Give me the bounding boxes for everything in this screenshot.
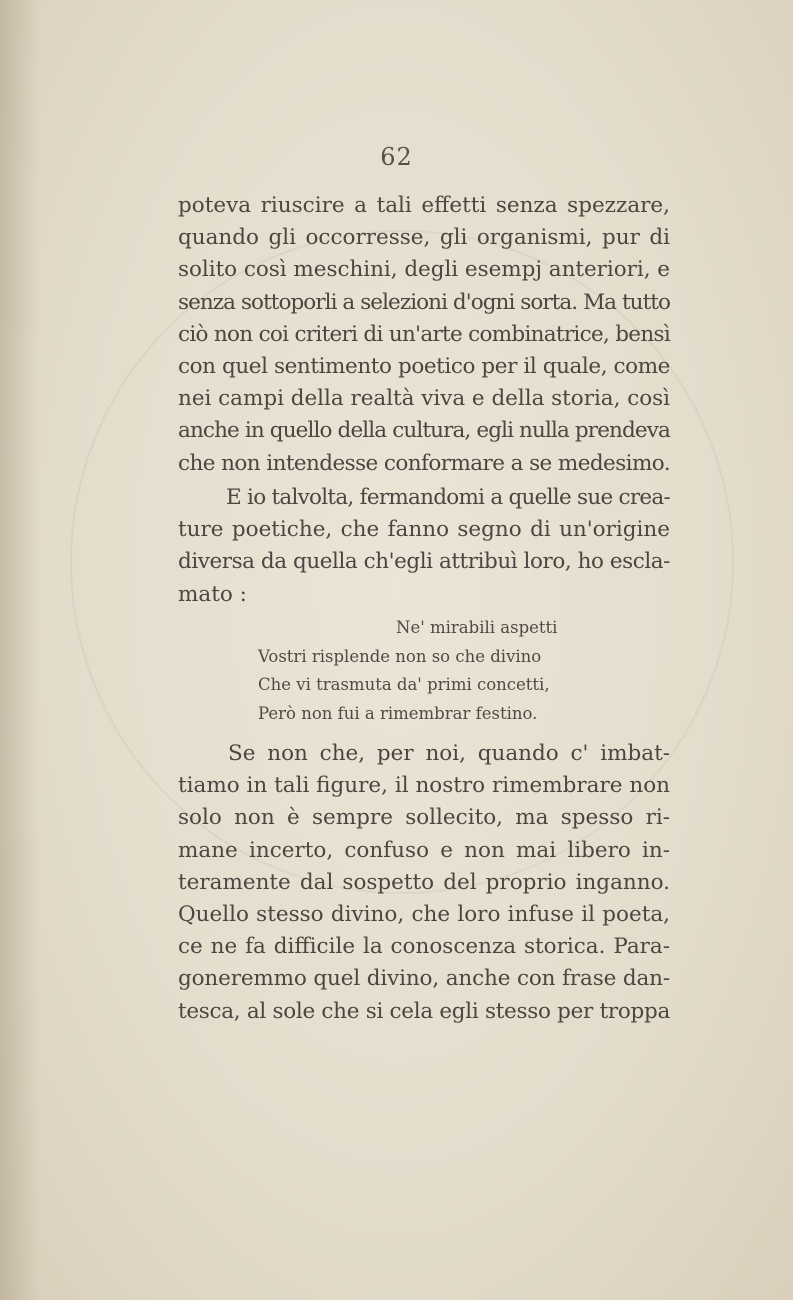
text-line: che non intendesse conformare a se medesimo. [178,450,670,476]
text-line: solito così meschini, degli esempj anteriori, e [178,257,670,283]
verse-line: Ne' mirabili aspetti [396,618,558,637]
text-line: mane incerto, confuso e non mai libero in- [178,837,670,863]
page-fold-shadow [0,0,40,1300]
text-line: E io talvolta, fermandomi a quelle sue crea- [226,485,670,510]
paragraph-2 [178,482,670,611]
text-line: anche in quello della cultura, egli nulla prendeva [178,418,670,444]
text-line: Quello stesso divino, che loro infuse il poeta, [178,901,670,927]
text-line: mato : [178,581,247,607]
text-line: quando gli occorresse, gli organismi, pur di [178,225,670,251]
verse-line: Che vi trasmuta da' primi concetti, [258,675,550,694]
text-line: ture poetiche, che fanno segno di un'origine [178,517,670,543]
text-line: diversa da quella ch'egli attribuì loro, ho escla- [178,549,670,575]
text-line: poteva riuscire a tali effetti senza spezzare, [178,193,670,218]
text-line: ce ne fa difficile la conoscenza storica. Para- [178,934,670,960]
text-line: solo non è sempre sollecito, ma spesso ri- [178,805,670,831]
verse-line: Però non fui a rimembrar festino. [258,703,538,723]
text-line: tesca, al sole che si cela egli stesso per troppa [178,998,670,1024]
text-line: senza sottoporli a selezioni d'ogni sorta. Ma tutto [178,289,670,315]
text-line: con quel sentimento poetico per il quale, come [178,353,670,379]
text-line: Se non che, per noi, quando c' imbat- [228,741,670,766]
text-line: ciò non coi criteri di un'arte combinatrice, bensì [178,321,670,347]
page-number: 62 [380,143,413,171]
text-line: tiamo in tali figure, il nostro rimembrare non [178,773,670,799]
paragraph-3 [178,738,670,1028]
text-line: teramente dal sospetto del proprio inganno. [178,869,670,895]
text-line: goneremmo quel divino, anche con frase dan- [178,966,670,992]
verse-line: Vostri risplende non so che divino [258,646,542,666]
text-line: nei campi della realtà viva e della storia, così [178,386,670,412]
verse-quotation [258,614,618,728]
paragraph-1 [178,190,670,480]
